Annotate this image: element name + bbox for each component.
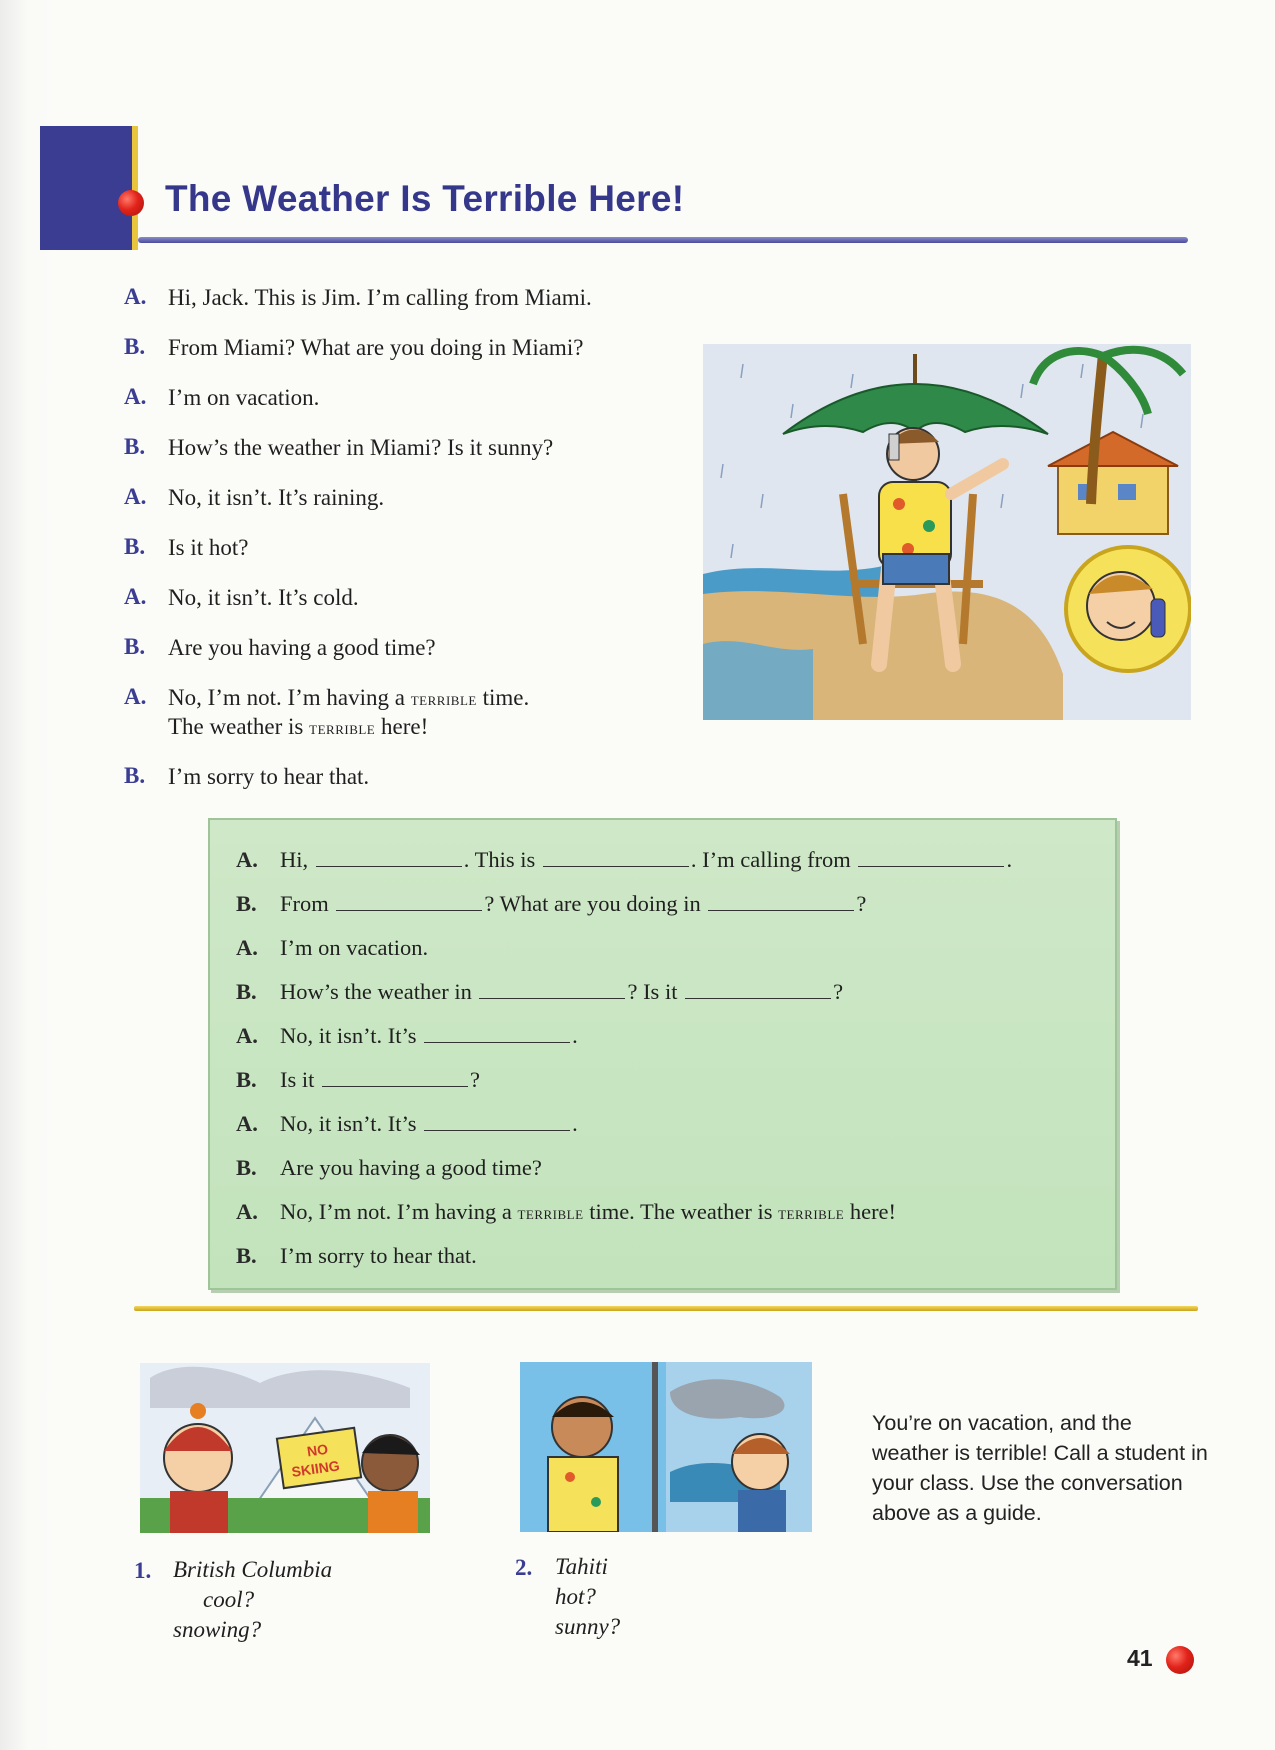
page-number: 41 [1127,1645,1153,1671]
speaker-label: A. [124,684,147,709]
vacation-rain-illustration [703,344,1191,720]
speaker-label: A. [124,284,147,309]
practice-line: Is it ? [280,1067,481,1092]
practice-line: How’s the weather in ? Is it ? [280,979,844,1004]
fill-in-blank[interactable] [708,909,854,911]
exercise-1-illustration [140,1363,430,1533]
dialog-line: From Miami? What are you doing in Miami? [168,335,584,360]
dialog-line: How’s the weather in Miami? Is it sunny? [168,435,554,460]
title-block-edge [132,126,138,250]
speaker-label: A. [236,1199,258,1224]
section-divider [134,1306,1198,1311]
dialog-line: Is it hot? [168,535,249,560]
speaker-label: B. [124,634,146,659]
speaker-label: B. [236,1243,257,1268]
speaker-label: A. [236,847,258,872]
exercise-cue: British Columbia cool? snowing? [173,1557,333,1642]
dialog-line: I’m on vacation. [168,385,320,410]
fill-in-blank[interactable] [858,865,1004,867]
practice-line: Hi, . This is . I’m calling from . [280,847,1013,872]
speaker-label: B. [236,891,257,916]
speaker-label: B. [236,1067,257,1092]
speaker-label: B. [124,334,146,359]
practice-box [208,818,1117,1290]
practice-line: I’m sorry to hear that. [280,1243,477,1268]
dialog-line: No, it isn’t. It’s cold. [168,585,359,610]
fill-in-blank[interactable] [685,997,831,999]
speaker-label: A. [236,1111,258,1136]
exercise-cue: Tahiti hot? sunny? [555,1554,621,1639]
speaker-label: B. [124,534,146,559]
dialog-line: Are you having a good time? [168,635,436,660]
exercise-2-illustration [520,1362,812,1532]
speaker-label: A. [236,1023,258,1048]
exercise-number: 2. [515,1555,533,1580]
exercise-number: 1. [134,1558,152,1583]
practice-line: From ? What are you doing in ? [280,891,867,916]
page-title: The Weather Is Terrible Here! [165,178,685,219]
speaker-label: B. [124,763,146,788]
speaker-label: A. [236,935,258,960]
practice-line: No, I’m not. I’m having a terrible time. The weather is terrible here! [280,1199,897,1224]
speaker-label: B. [236,979,257,1004]
red-bullet-icon [118,190,144,216]
speaker-label: B. [124,434,146,459]
fill-in-blank[interactable] [543,865,689,867]
speaker-label: A. [124,584,147,609]
fill-in-blank[interactable] [479,997,625,999]
speaker-label: A. [124,484,147,509]
no-skiing-sign-text: NO [305,1440,329,1460]
dialog-line: I’m sorry to hear that. [168,764,370,789]
fill-in-blank[interactable] [322,1085,468,1087]
no-skiing-sign-text: SKIING [290,1457,341,1480]
title-color-block [40,126,132,250]
fill-in-blank[interactable] [424,1041,570,1043]
dialog-line: The weather is terrible here! [168,714,429,739]
practice-line: I’m on vacation. [280,935,429,960]
practice-line: No, it isn’t. It’s . [280,1111,578,1136]
activity-instructions: You’re on vacation, and the weather is terrible! Call a student in your class. Use the conversation above as a guide. [872,1411,1208,1525]
practice-line: No, it isn’t. It’s . [280,1023,578,1048]
speaker-label: A. [124,384,147,409]
title-underline [138,237,1188,243]
dialog-line: No, I’m not. I’m having a terrible time. [168,685,530,710]
dialog-line: No, it isn’t. It’s raining. [168,485,385,510]
fill-in-blank[interactable] [424,1129,570,1131]
fill-in-blank[interactable] [316,865,462,867]
speaker-label: B. [236,1155,257,1180]
practice-line: Are you having a good time? [280,1155,542,1180]
fill-in-blank[interactable] [336,909,482,911]
dialog-line: Hi, Jack. This is Jim. I’m calling from Miami. [168,285,592,310]
red-bullet-icon [1166,1646,1194,1674]
